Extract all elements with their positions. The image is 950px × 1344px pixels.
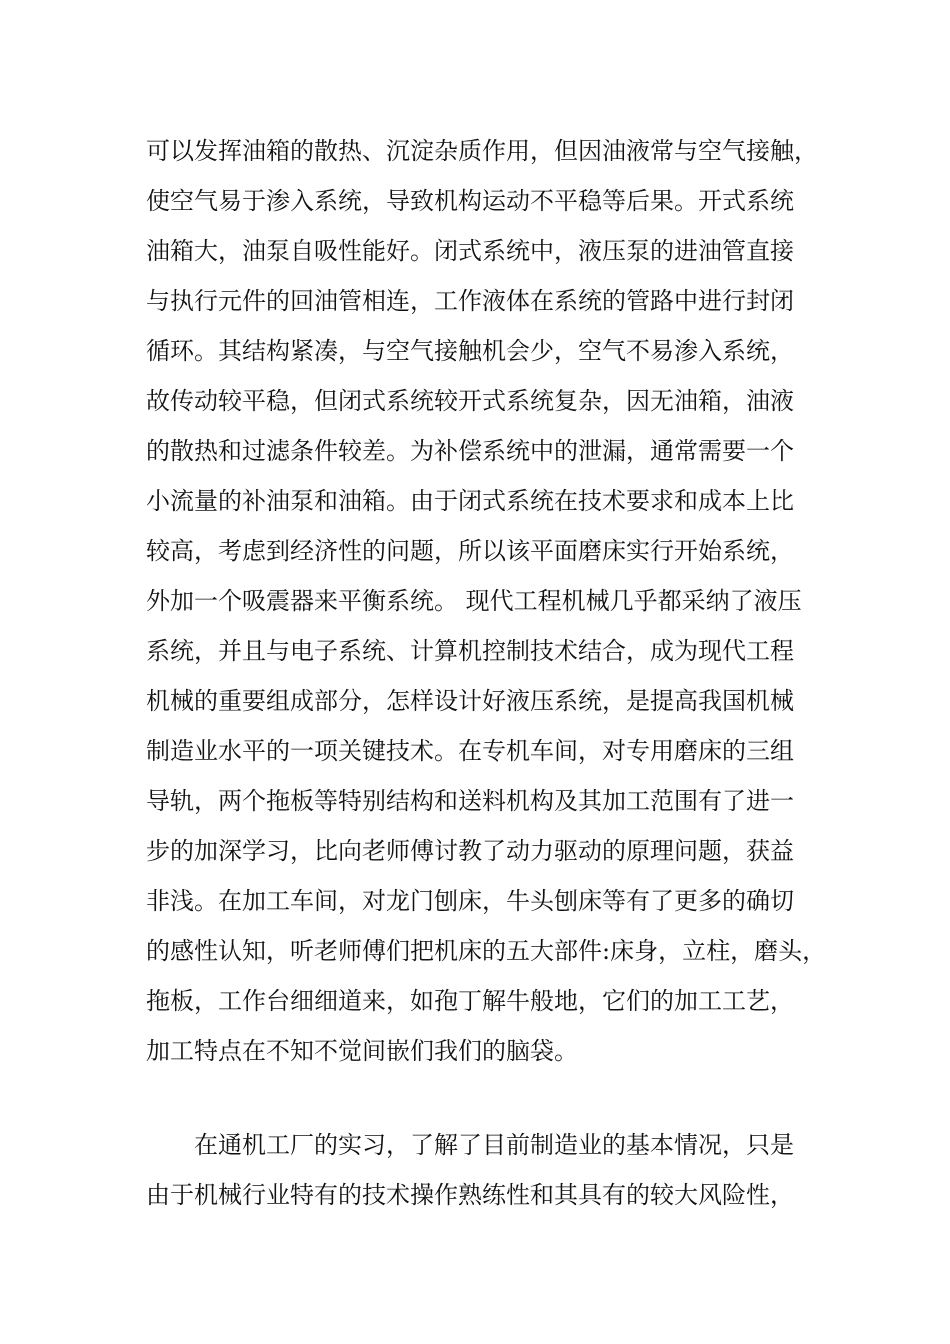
text-line: 较高，考虑到经济性的问题，所以该平面磨床实行开始系统， (146, 537, 794, 565)
text-line: 故传动较平稳，但闭式系统较开式系统复杂，因无油箱，油液 (146, 387, 794, 415)
text-line: 的散热和过滤条件较差。为补偿系统中的泄漏，通常需要一个 (146, 437, 794, 465)
text-line: 外加一个吸震器来平衡系统。 现代工程机械几乎都采纳了液压 (146, 587, 802, 615)
text-line: 的感性认知，听老师傅们把机床的五大部件:床身，立柱，磨头， (146, 937, 827, 965)
text-line: 可以发挥油箱的散热、沉淀杂质作用，但因油液常与空气接触， (146, 137, 818, 165)
text-line: 在通机工厂的实习，了解了目前制造业的基本情况，只是 (146, 1131, 794, 1159)
text-line: 与执行元件的回油管相连，工作液体在系统的管路中进行封闭 (146, 287, 794, 315)
text-line: 制造业水平的一项关键技术。在专机车间，对专用磨床的三组 (146, 737, 794, 765)
text-line: 循环。其结构紧凑，与空气接触机会少，空气不易渗入系统， (146, 337, 794, 365)
text-line: 步的加深学习，比向老师傅讨教了动力驱动的原理问题，获益 (146, 837, 794, 865)
text-line: 拖板，工作台细细道来，如孢丁解牛般地，它们的加工工艺， (146, 987, 794, 1015)
text-line: 非浅。在加工车间，对龙门刨床，牛头刨床等有了更多的确切 (146, 887, 794, 915)
text-line: 小流量的补油泵和油箱。由于闭式系统在技术要求和成本上比 (146, 487, 794, 515)
text-line: 机械的重要组成部分，怎样设计好液压系统，是提高我国机械 (146, 687, 794, 715)
paragraph-1 (146, 126, 846, 1076)
paragraph-2 (146, 1120, 846, 1220)
text-line: 导轨，两个拖板等特别结构和送料机构及其加工范围有了进一 (146, 787, 794, 815)
text-line: 油箱大，油泵自吸性能好。闭式系统中，液压泵的进油管直接 (146, 237, 794, 265)
text-line: 加工特点在不知不觉间嵌们我们的脑袋。 (146, 1037, 578, 1065)
text-line: 由于机械行业特有的技术操作熟练性和其具有的较大风险性， (146, 1181, 794, 1209)
text-line: 系统，并且与电子系统、计算机控制技术结合，成为现代工程 (146, 637, 794, 665)
text-line: 使空气易于渗入系统，导致机构运动不平稳等后果。开式系统 (146, 187, 794, 215)
